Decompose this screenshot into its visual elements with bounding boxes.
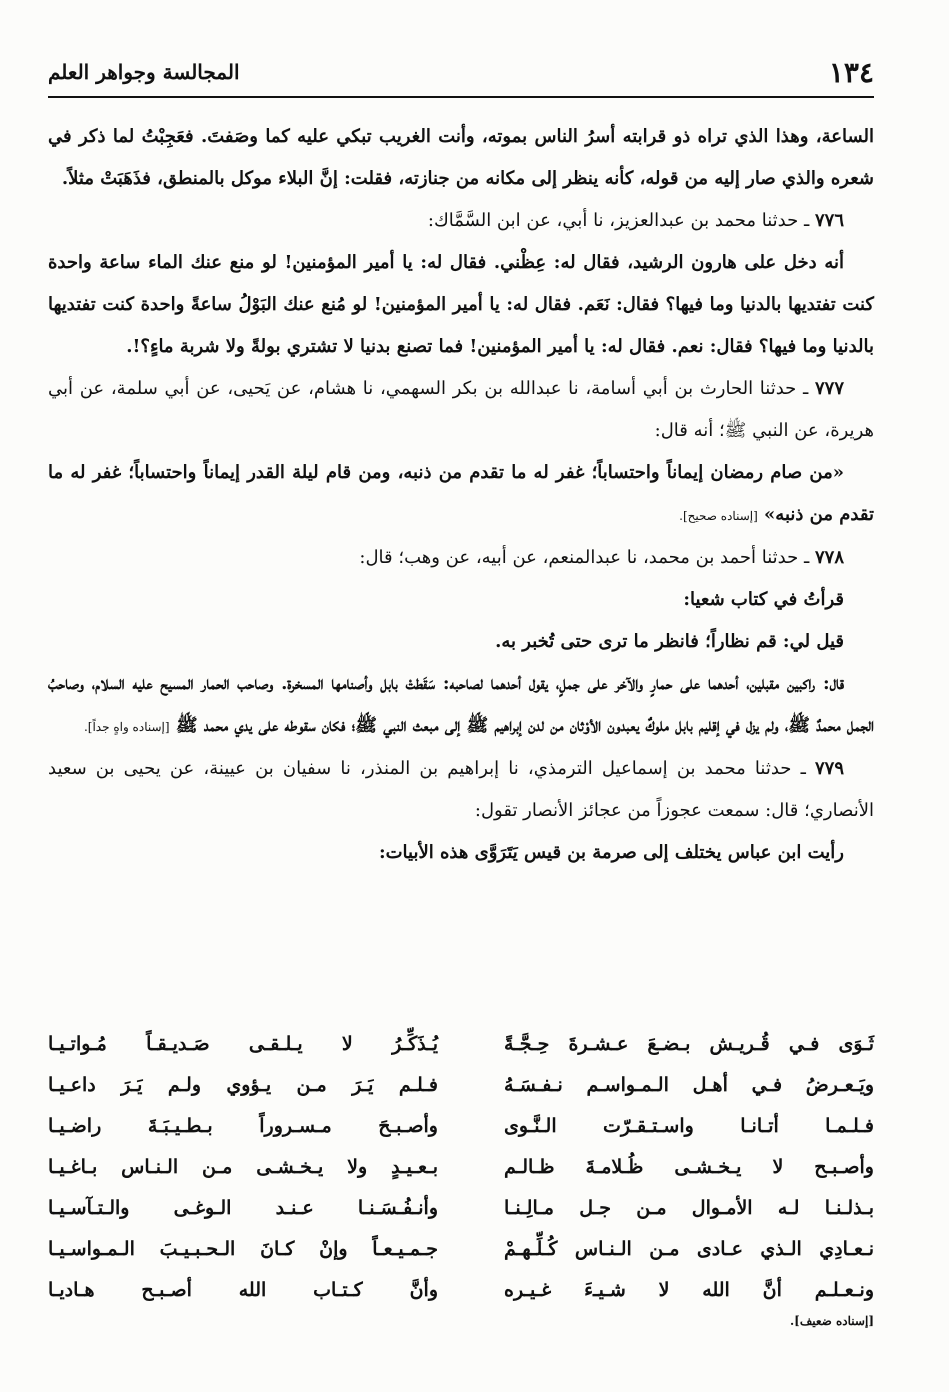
isnad-text: ـ حدثنا محمد بن إسماعيل الترمذي، نا إبراهيم بن المنذر، نا سفيان بن عيينة، عن يحيى بن سعيد الأنصاري؛ قال: سمعت عجوزاً من عجائز الأنصار تقول:: [48, 758, 874, 821]
hadith-number: ٧٧٧: [814, 378, 844, 399]
second-hemistich: وأنـفُـسَـنـا عـنـد الـوغـى والـتـآسـيـا: [48, 1197, 438, 1219]
hadith-779-intro: رأيت ابن عباس يختلف إلى صرمة بن قيس يَتَرَوَّى هذه الأبيات:: [378, 842, 844, 863]
poem-verse: [48, 1229, 874, 1270]
first-hemistich: بـذلـنـا لـه الأمـوال مـن جـل مـالِـنـا: [504, 1197, 874, 1219]
hadith-777-isnad: [48, 368, 874, 452]
second-hemistich: وأصـبـحَ مـسـروراً بـطـيـبَـةَ راضـيـا: [48, 1115, 438, 1137]
poem-verse: [48, 1188, 874, 1229]
isnad-text: ـ حدثنا الحارث بن أبي أسامة، نا عبدالله بن بكر السهمي، نا هشام، عن يَحيى، عن أبي سلمة، عن أبي هريرة، عن النبي ﷺ؛ أنه قال:: [48, 378, 874, 441]
hadith-778-isnad: [48, 537, 874, 579]
poem-verse: [48, 1024, 874, 1065]
hadith-778-text: [48, 663, 874, 748]
intro-paragraph: الساعة، وهذا الذي تراه ذو قرابته أسرُ الناس بموته، وأنت الغريب تبكي عليه كما وصَفتَ. فعَجِبْتُ لما ذكر في شعره والذي صار إليه من قوله، كأنه ينظر إلى مكانه من جنازته، فقلت: إنَّ البلاء موكل بالمنطق، فذَهَبَتْ مثلاً.: [48, 126, 874, 189]
second-hemistich: وأنَّ كـتـاب الله أصـبـح هـاديـا: [48, 1279, 438, 1301]
poem-verse: [48, 1270, 874, 1311]
hadith-776-isnad: [48, 200, 874, 242]
first-hemistich: ثَـوَى فـي قُـريـش بـضـعَ عـشـرةَ حِـجَّـةً: [504, 1033, 874, 1055]
matn-text: «من صام رمضان إيماناً واحتساباً؛ غفر له ما تقدم من ذنبه، ومن قام ليلة القدر إيماناً واحتساباً؛ غفر له ما تقدم من ذنبه»: [48, 462, 874, 525]
first-hemistich: ويَـعـرضُ فـي أهـل الـمـواسـم نـفـسَـهُ: [504, 1074, 874, 1096]
hadith-number: ٧٧٦: [814, 210, 844, 231]
first-hemistich: فـلـمـا أتـانـا واسـتـقـرّت الـنَّـوى: [504, 1115, 874, 1137]
second-hemistich: يُـذَكِّـرُ لا يـلـقـى صَـديـقـاً مُـواتـيـا: [48, 1033, 438, 1055]
poem-verse: [48, 1106, 874, 1147]
page-number: ١٣٤: [828, 56, 874, 89]
poem-verse: [48, 1147, 874, 1188]
hadith-778-line2: قيل لي: قم نظاراً؛ فانظر ما ترى حتى تُخبر به.: [495, 631, 844, 652]
hadith-777-text: [48, 452, 874, 537]
first-hemistich: وأصـبـح لا يـخـشـى ظُـلامـةَ ظـالـم: [504, 1156, 874, 1178]
first-hemistich: ونـعـلـم أنَّ الله لا شـيـءَ غـيـره: [504, 1279, 874, 1301]
first-hemistich: نـعـادِي الـذي عـادى مـن الـنـاس كُـلِّـهـمْ: [504, 1238, 874, 1260]
poem: [48, 1024, 874, 1311]
page-body: [48, 116, 874, 874]
hadith-number: ٧٧٨: [814, 547, 844, 568]
hadith-778-line1: قرأتُ في كتاب شعيا:: [683, 589, 844, 610]
book-page: [48, 52, 874, 1372]
matn-text: قال: راكبين مقبلين، أحدهما على حمارٍ والآخر على جملٍ، يقول أحدهما لصاحبه: سَقَطتْ بابل وأصنامها المسخرة. وصاحب الحمار المسيح عليه السلام، وصاحبُ الجمل محمدٌ ﷺ، ولم يزل في إقليم بابل ملوكٌ يعبدون الأوْثان من لدن إبراهيم ﷺ إلى مبعث النبي ﷺ؛ فكان سقوطه على يدي محمد ﷺ: [48, 673, 874, 736]
grading-note: [إسناده واهٍ جداً].: [83, 720, 170, 734]
page-header: [48, 52, 874, 98]
second-hemistich: فـلـم يَـرَ مـن يـؤوي ولـم يَـرَ داعـيـا: [48, 1074, 438, 1096]
hadith-number: ٧٧٩: [814, 758, 844, 779]
grading-note: [إسناده صحيح].: [679, 509, 758, 523]
isnad-text: ـ حدثنا محمد بن عبدالعزيز، نا أبي، عن ابن السَّمَّاك:: [427, 210, 815, 231]
second-hemistich: بـعـيـدٍ ولا يـخـشـى مـن الـنـاس بـاغـيـا: [48, 1156, 438, 1178]
isnad-text: ـ حدثنا أحمد بن محمد، نا عبدالمنعم، عن أبيه، عن وهب؛ قال:: [359, 547, 815, 568]
poem-grading-note: [إسناده ضعيف].: [789, 1314, 874, 1328]
poem-verse: [48, 1065, 874, 1106]
second-hemistich: جـمـيـعـاً وإنْ كـانَ الـحـبـيـبَ الـمـواسـيـا: [48, 1238, 438, 1260]
hadith-776-text: أنه دخل على هارون الرشيد، فقال له: عِظْني. فقال له: يا أمير المؤمنين! لو منع عنك الماء ساعة واحدة كنت تفتديها بالدنيا وما فيها؟ فقال: نَعَم. فقال له: يا أمير المؤمنين! لو مُنع عنك البَوْلُ ساعةً واحدة كنت تفتديها بالدنيا وما فيها؟ فقال: نعم. فقال له: يا أمير المؤمنين! فما تصنع بدنيا لا تشتري بولةً ولا شربة ماءٍ؟!.: [48, 252, 874, 357]
running-title: المجالسة وجواهر العلم: [48, 60, 240, 84]
hadith-779-isnad: [48, 748, 874, 832]
